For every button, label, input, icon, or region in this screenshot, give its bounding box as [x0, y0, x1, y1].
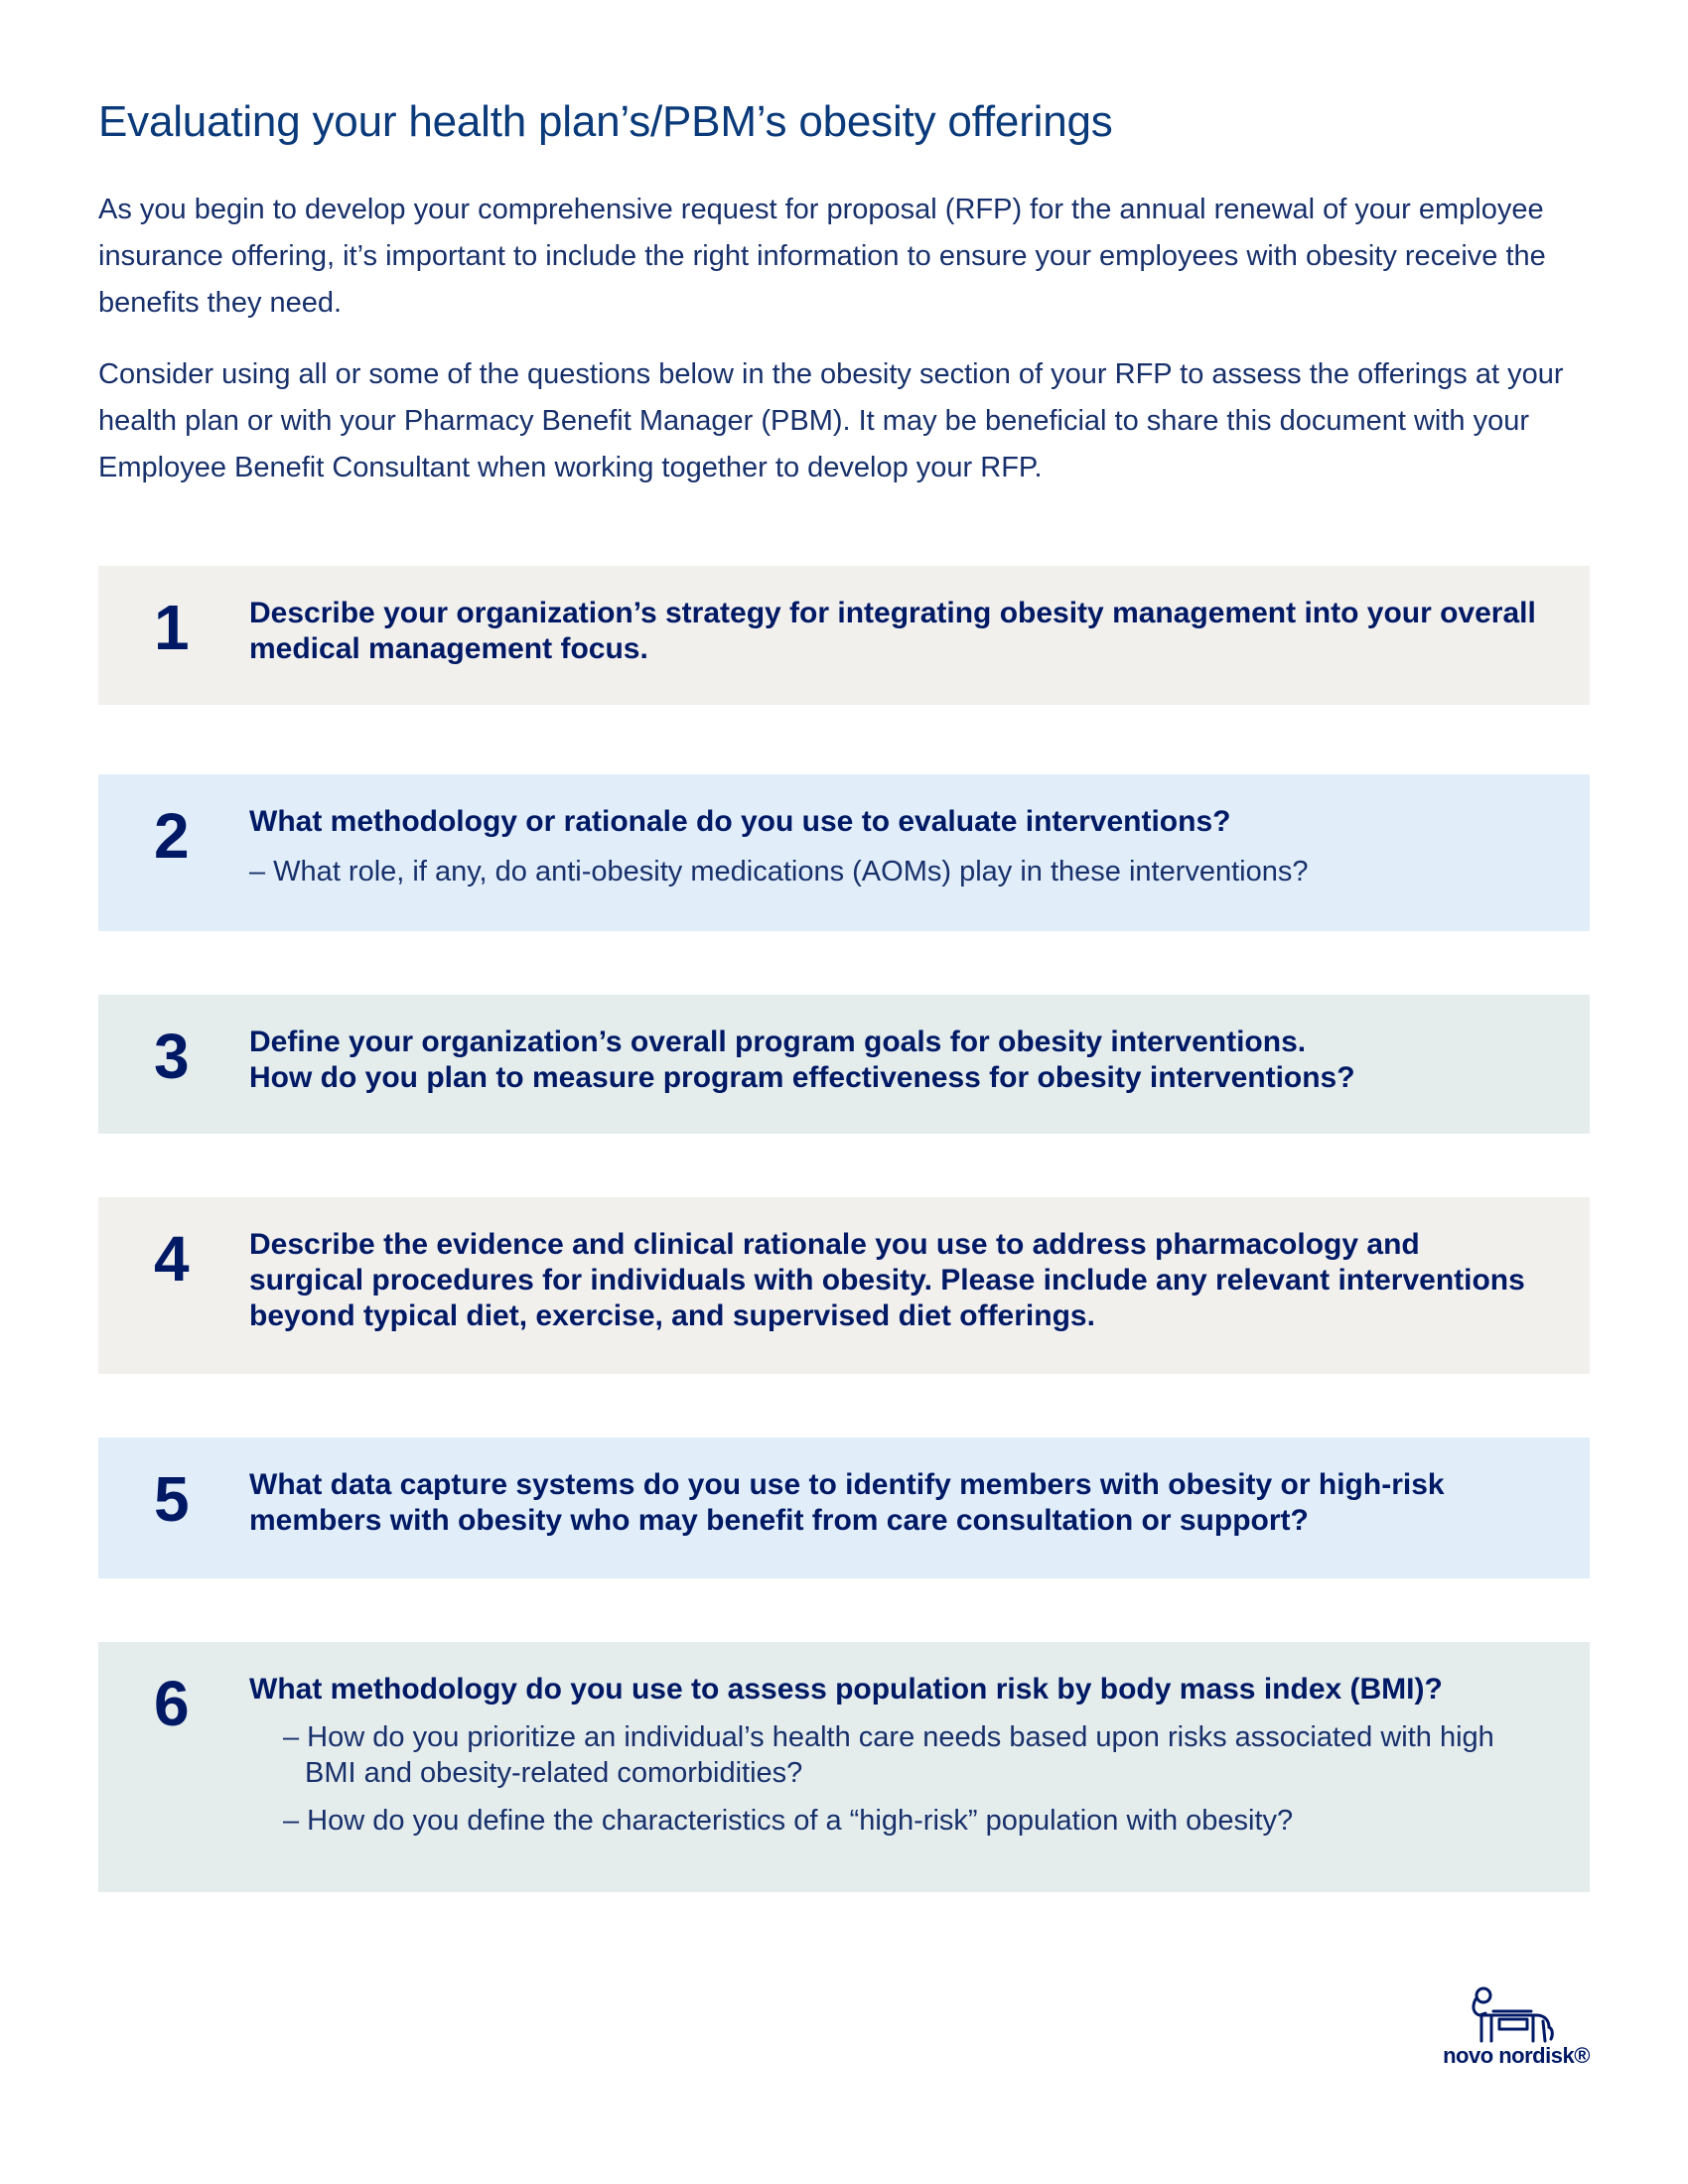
question-number: 5 [154, 1463, 190, 1535]
question-subitem: – What role, if any, do anti-obesity medications (AOMs) play in these interventions? [249, 856, 1309, 887]
question-text: Define your organization’s overall program goals for obesity interventions. [249, 1025, 1307, 1058]
question-number: 6 [154, 1668, 190, 1739]
question-number: 3 [154, 1021, 190, 1092]
logo-wordmark: novo nordisk® [1443, 2043, 1590, 2068]
question-subitem: – How do you define the characteristics of a “high-risk” population with obesity? [283, 1805, 1294, 1837]
intro-paragraph-1: As you begin to develop your comprehensive request for proposal (RFP) for the annual renewal of your employee insurance offering, it’s important to include the right information to ensure your employees with obesity receive the benefits they need. [98, 194, 1546, 319]
question-text: What methodology or rationale do you use to evaluate interventions? [249, 805, 1231, 838]
question-number: 2 [154, 800, 190, 872]
novo-nordisk-logo [1442, 1985, 1591, 2075]
question-text: What methodology do you use to assess population risk by body mass index (BMI)? [249, 1673, 1443, 1706]
question-card-5 [98, 1437, 1590, 1578]
question-number: 1 [154, 592, 190, 663]
intro-paragraph-2: Consider using all or some of the questions below in the obesity section of your RFP to assess the offerings at your health plan or with your Pharmacy Benefit Manager (PBM). It may be beneficial to share this document with your Employee Benefit Consultant when working together to develop your RFP. [98, 358, 1564, 483]
question-number: 4 [154, 1223, 190, 1295]
question-text-2: How do you plan to measure program effectiveness for obesity interventions? [249, 1061, 1355, 1094]
question-card-1 [98, 566, 1590, 705]
question-subitem: – How do you prioritize an individual’s health care needs based upon risks associated with high BMI and obesity-related comorbidities? [283, 1721, 1494, 1789]
question-text: What data capture systems do you use to identify members with obesity or high-risk members with obesity who may benefit from care consultation or support? [249, 1468, 1445, 1537]
question-card-2 [98, 774, 1590, 931]
question-card-4 [98, 1197, 1590, 1374]
question-card-3 [98, 995, 1590, 1134]
page-title: Evaluating your health plan’s/PBM’s obesity offerings [98, 97, 1113, 146]
question-text: Describe the evidence and clinical rationale you use to address pharmacology and surgical procedures for individuals with obesity. Please include any relevant interventions beyond typical diet, exercise, and supervised diet offerings. [249, 1228, 1525, 1332]
question-card-6 [98, 1642, 1590, 1892]
question-text: Describe your organization’s strategy for integrating obesity management into your overall medical management focus. [249, 597, 1536, 665]
page-header [98, 97, 1590, 516]
apis-bull-icon [1442, 1985, 1591, 2045]
